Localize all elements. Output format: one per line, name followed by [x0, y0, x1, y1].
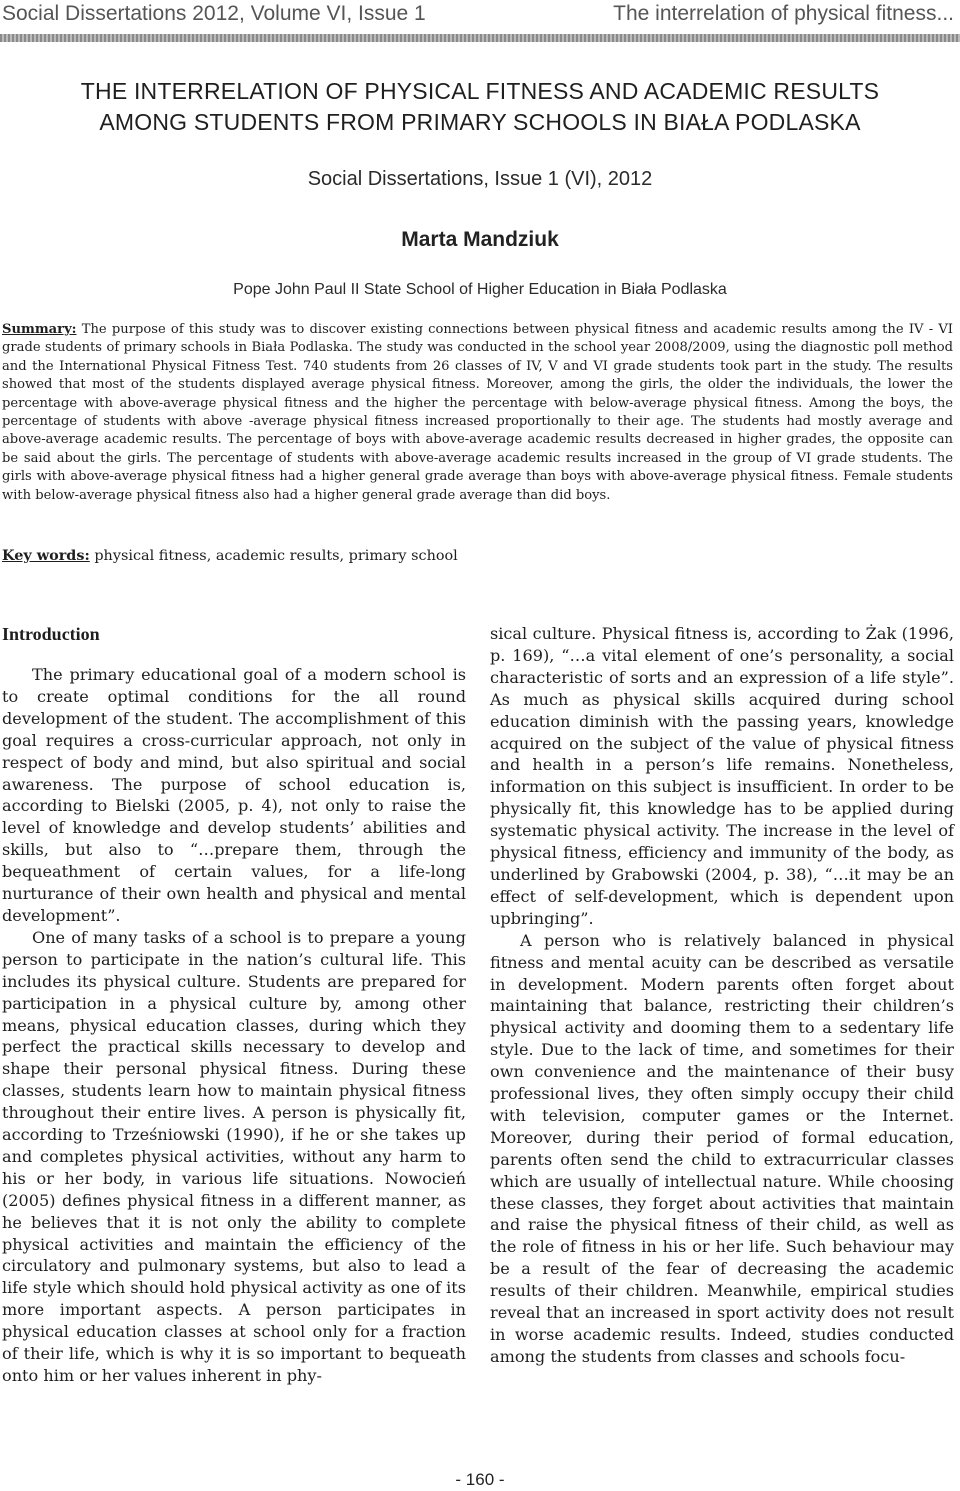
- article-title: [0, 76, 960, 138]
- body-paragraph: The primary educational goal of a modern school is to create optimal conditions for the all round development of the student. The accomplishment of this goal requires a cross-curricular approach, not only in respect of body and mind, but also spiritual and social awareness. The purpose of school education is, according to Bielski (2005, p. 4), not only to raise the level of knowledge and develop students’ abilities and skills, but also to “…prepare them, through the bequeathment of certain values, for a life-long nurturance of their own health and physical and mental development”.: [2, 665, 466, 925]
- body-paragraph: sical culture. Physical fitness is, according to Żak (1996, p. 169), “…a vital element of one’s personality, a social characteristic of sorts and an expression of a life style”. As much as physical skills acquired during school education diminish with the passing years, knowledge acquired on the subject of the value of physical fitness and health in a person’s life remains. Nonetheless, information on this subject is insufficient. In order to be physically fit, this knowledge has to be applied during systematic physical activity. The increase in the level of physical fitness, efficiency and immunity of the body, as underlined by Grabowski (2004, p. 38), “…it may be an effect of self-development, which is dependent upon upbringing”.: [490, 624, 954, 928]
- keywords-label: Key words:: [2, 547, 90, 564]
- keywords-text: physical fitness, academic results, primary school: [94, 548, 458, 564]
- author-name: Marta Mandziuk: [401, 228, 559, 251]
- section-heading-introduction: Introduction: [2, 624, 100, 644]
- author-affiliation: Pope John Paul II State School of Higher Education in Biała Podlaska: [233, 281, 727, 298]
- summary-abstract: [2, 321, 953, 505]
- summary-label: Summary:: [2, 322, 77, 337]
- summary-text: The purpose of this study was to discover existing connections between physical fitness and academic results among the IV - VI grade students of primary schools in Biała Podlaska. The study was conducted in the school year 2008/2009, using the diagnostic poll method and the International Physical Fitness Test. 740 students from 26 classes of IV, V and VI grade students took part in the study. The results showed that most of the students displayed average physical fitness. Moreover, among the girls, the older the individuals, the lower the percentage with above-average physical fitness and the higher the percentage with below-average physical fitness. Among the boys, the percentage of students with above -average physical fitness increased proportionally to their age. The students had mostly average and above-average academic results. The percentage of boys with above-average academic results decreased in higher grades, the opposite can be said about the girls. The percentage of students with above-average academic results increased in the group of VI grade students. The girls with above-average physical fitness had a higher general grade average than boys with above-average physical fitness. Female students with below-average physical fitness also had a higher general grade average than did boys.: [2, 322, 953, 503]
- running-header-short-title: The interrelation of physical fitness...: [613, 2, 954, 25]
- article-title-line-2: AMONG STUDENTS FROM PRIMARY SCHOOLS IN BIAŁA PODLASKA: [99, 109, 861, 135]
- body-column-left: [2, 623, 466, 1387]
- body-paragraph: A person who is relatively balanced in physical fitness and mental acuity can be described as versatile in development. Modern parents often forget about maintaining that balance, restricting their children’s physical activity and dooming them to a sedentary life style. Due to the lack of time, and sometimes for their own convenience and the maintenance of their busy professional lives, they often simply occupy their child with television, computer games or the Internet. Moreover, during their period of formal education, parents often send the child to extracurricular classes which are usually of intellectual nature. While choosing these classes, they forget about activities that maintain and raise the physical fitness of their child, as well as the role of fitness in his or her life. Such behaviour may be a result of the fear of decreasing the academic results of their children. Meanwhile, empirical studies reveal that an increased in sport activity does not result in worse academic results. Indeed, studies conducted among the students from classes and schools focu-: [490, 930, 954, 1366]
- body-column-right: [490, 623, 954, 1368]
- header-rule: [0, 34, 960, 42]
- keywords: [2, 546, 953, 566]
- article-title-line-1: THE INTERRELATION OF PHYSICAL FITNESS AND ACADEMIC RESULTS: [80, 78, 880, 104]
- running-header: [0, 2, 960, 28]
- journal-citation: Social Dissertations, Issue 1 (VI), 2012: [307, 168, 653, 190]
- page-number: - 160 -: [455, 1470, 505, 1489]
- running-header-journal: Social Dissertations 2012, Volume VI, Issue 1: [2, 2, 426, 25]
- body-paragraph: One of many tasks of a school is to prepare a young person to participate in the nation’s cultural life. This includes its physical culture. Students are prepared for participation in a physical culture by, among other means, physical education classes, during which they perfect the practical skills necessary to develop and shape their personal physical fitness. During these classes, students learn how to maintain physical fitness throughout their entire lives. A person is physically fit, according to Trześniowski (1990), if he or she takes up and completes physical activities, without any harm to his or her body, in various life situations. Nowocień (2005) defines physical fitness in a different manner, as he believes that it is not only the ability to complete physical activities and maintain the efficiency of the circulatory and pulmonary systems, but also to lead a life style which should hold physical activity as one of its more important aspects. A person participates in physical education classes at school only for a fraction of their life, which is why it is so important to bequeath onto him or her values inherent in phy-: [2, 927, 466, 1385]
